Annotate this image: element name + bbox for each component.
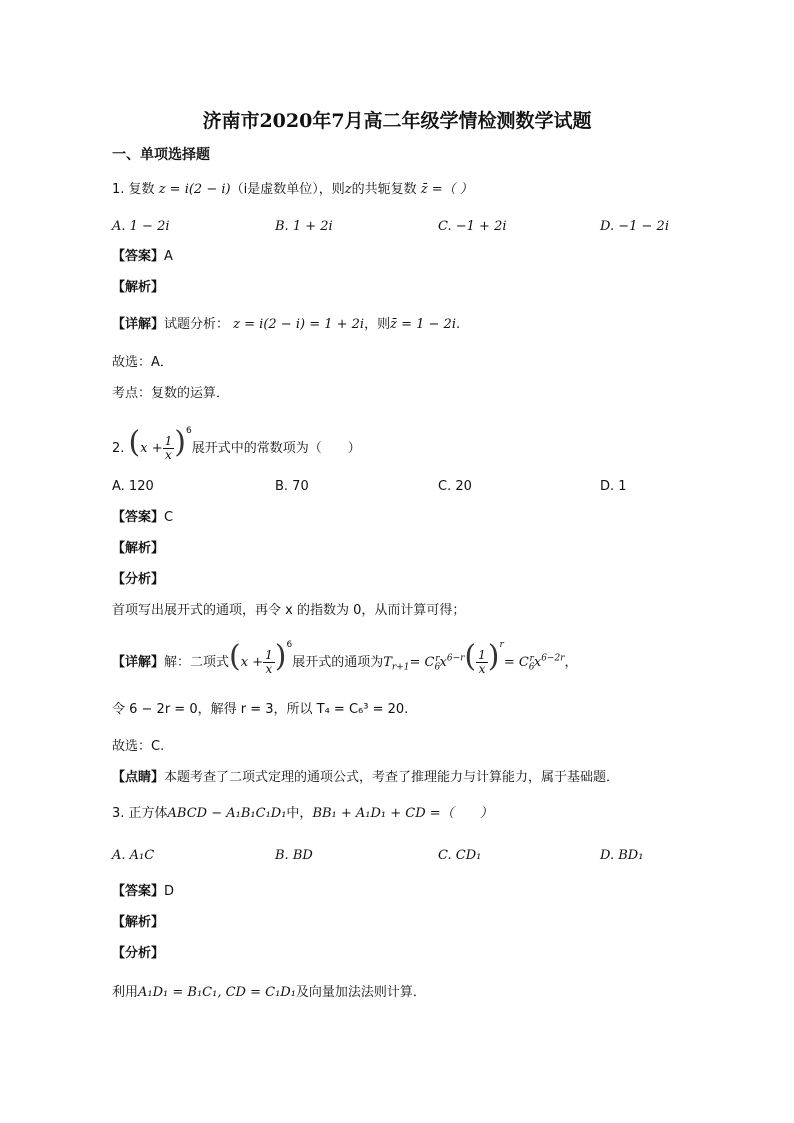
q1-option-d: D. −1 − 2i	[600, 219, 669, 234]
detail-comma: ，	[564, 655, 578, 670]
q1-stem-prefix: 1. 复数	[112, 182, 155, 197]
detail-T: T	[383, 655, 392, 670]
detail-eq-2: = C	[503, 655, 529, 670]
page-title: 济南市2020年7月高二年级学情检测数学试题	[202, 110, 592, 132]
q1-choose: 故选：A．	[112, 355, 173, 370]
answer-value: D	[164, 884, 175, 899]
detail-label: 【详解】	[112, 317, 165, 332]
detail-fraction	[263, 649, 275, 676]
detail-T-sub: r+1	[391, 662, 410, 673]
detail-x-plus: x +	[240, 655, 264, 670]
q2-answer	[112, 509, 173, 527]
detail-frac2-numerator: 1	[478, 648, 486, 662]
detail-mid: ，则	[364, 317, 391, 332]
q2-power: 6	[185, 425, 192, 436]
q3-fenxi-prefix: 利用	[112, 985, 139, 1000]
q3-fenxi-label: 【分析】	[112, 946, 165, 961]
q2-fenxi-text: 首项写出展开式的通项，再令 x 的指数为 0，从而计算可得；	[112, 603, 466, 618]
question-1-stem	[112, 181, 473, 199]
q3-fenxi-suffix: 及向量加法法则计算．	[295, 985, 426, 1000]
q3-stem-expr: ABCD − A₁B₁C₁D₁	[167, 806, 287, 821]
detail-frac-numerator: 1	[265, 648, 273, 662]
q1-option-b: B. 1 + 2i	[275, 219, 333, 234]
q1-stem-conj: z̄ =（ ）	[420, 182, 473, 197]
detail-fraction-2	[476, 649, 488, 676]
detail-frac2-denominator: x	[478, 662, 486, 676]
paren-close-2: )	[487, 639, 500, 674]
q2-option-b: B. 70	[275, 479, 309, 494]
detail-expr-2: z̄ = 1 − 2i	[390, 317, 456, 332]
q2-comment	[112, 769, 619, 787]
q3-stem-vec: BB₁ + A₁D₁ + CD =（ ）	[312, 806, 493, 821]
q1-stem-var: z	[344, 182, 352, 197]
q1-detail	[112, 316, 460, 334]
comment-label: 【点睛】	[112, 770, 165, 785]
q1-option-a: A. 1 − 2i	[112, 219, 170, 234]
q2-frac-numerator: 1	[164, 434, 173, 448]
q3-option-c: C. CD₁	[438, 848, 482, 863]
comment-text: 本题考查了二项式定理的通项公式，考查了推理能力与计算能力，属于基础题．	[164, 770, 620, 785]
answer-value: A	[164, 249, 173, 264]
q3-stem-mid: 中，	[286, 806, 313, 821]
detail-C2-sub: 6	[528, 662, 535, 673]
detail-x: x	[439, 655, 447, 670]
q3-answer	[112, 883, 174, 901]
q1-option-c: C. −1 + 2i	[438, 219, 507, 234]
q2-stem-suffix: 展开式中的常数项为（ ）	[191, 441, 361, 456]
q3-option-b: B. BD	[275, 848, 313, 863]
q2-option-c: C. 20	[438, 479, 472, 494]
section-heading: 一、单项选择题	[112, 147, 210, 163]
paren-close: )	[174, 425, 186, 460]
answer-label: 【答案】	[112, 510, 165, 525]
paren-open-2: (	[464, 639, 477, 674]
detail-expr-1: z = i(2 − i) = 1 + 2i	[233, 317, 365, 332]
q2-option-d: D. 1	[600, 479, 627, 494]
q1-stem-note: （i是虚数单位），则	[230, 182, 345, 197]
detail-C-sub: 6	[434, 662, 441, 673]
detail-pow-r: r	[499, 639, 504, 650]
detail-C-sup: r	[435, 653, 440, 664]
detail-x-2: x	[533, 655, 542, 670]
question-2-stem	[112, 418, 361, 468]
q2-x-plus: x +	[140, 441, 163, 456]
q1-analysis-label: 【解析】	[112, 280, 165, 295]
question-3-stem	[112, 805, 493, 823]
q1-stem-expr: z = i(2 − i)	[158, 182, 231, 197]
detail-prefix: 解：二项式	[164, 655, 230, 670]
detail-text: 试题分析：	[164, 317, 230, 332]
detail-end: .	[455, 317, 461, 332]
q3-option-d: D. BD₁	[600, 848, 644, 863]
answer-label: 【答案】	[112, 884, 165, 899]
q3-fenxi-text	[112, 984, 426, 1002]
q2-frac-denominator: x	[165, 448, 172, 462]
q1-point: 考点：复数的运算．	[112, 386, 230, 401]
detail-eq: = C	[409, 655, 435, 670]
q3-option-a: A. A₁C	[112, 848, 155, 863]
q2-detail	[112, 632, 578, 682]
detail-x-sup: 6−r	[446, 653, 465, 664]
q3-analysis-label: 【解析】	[112, 915, 165, 930]
q1-stem-suffix: 的共轭复数	[351, 182, 417, 197]
q2-fenxi-label: 【分析】	[112, 572, 165, 587]
paren-close: )	[274, 639, 287, 674]
q3-fenxi-expr: A₁D₁ = B₁C₁, CD = C₁D₁	[138, 985, 296, 1000]
answer-label: 【答案】	[112, 249, 165, 264]
q2-analysis-label: 【解析】	[112, 541, 165, 556]
q2-line2: 令 6 − 2r = 0，解得 r = 3，所以 T₄ = C₆³ = 20.	[112, 702, 409, 717]
q2-choose: 故选：C.	[112, 739, 165, 754]
detail-C2-sup: r	[529, 653, 534, 664]
detail-label: 【详解】	[112, 655, 165, 670]
detail-power: 6	[286, 639, 293, 650]
q2-option-a: A. 120	[112, 479, 154, 494]
detail-frac-denominator: x	[265, 662, 273, 676]
answer-value: C	[164, 510, 174, 525]
q1-answer	[112, 248, 173, 266]
paren-open: (	[229, 639, 241, 674]
q2-fraction	[163, 435, 175, 462]
detail-x-sup-2: 6−2r	[541, 653, 565, 664]
q3-stem-prefix: 3. 正方体	[112, 806, 168, 821]
q2-num: 2.	[112, 441, 125, 456]
paren-open: (	[128, 425, 141, 460]
detail-mid: 展开式的通项为	[292, 655, 384, 670]
